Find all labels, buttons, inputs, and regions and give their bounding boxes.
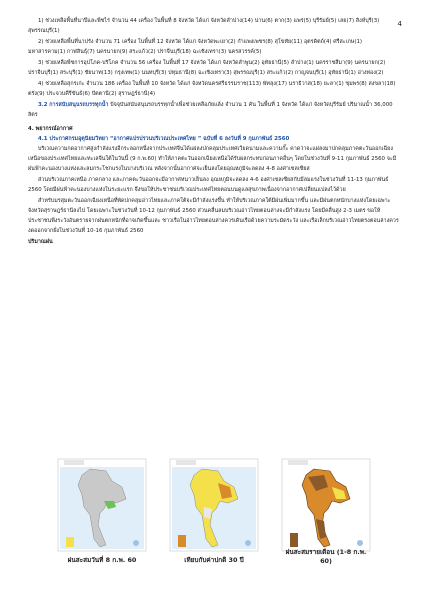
list-item-3: 3) ช่วยเหลือพืชการอุปโภค-บริโภค จำนวน 56 เครื่อง ในพื้นที่ 17 จังหวัด ได้แก่ จังหวัดลำพูน(2) อุทัยธานี(5) ลำปาง(1) นครราชสีมา(9) นครนายก(2) ปราจีนบุรี(1) สระบุรี(1) ชัยนาท(13) กรุงเทพ(1) นนทบุรี(3) ปทุมธานี(8) ฉะเชิงเทรา(3) สุพรรณบุรี(1) สระแก้ว(2) กาญจนบุรี(1) อุทัยธานี(1) อ่างทอง(2) — [28, 60, 386, 76]
page-number: 4 — [397, 20, 402, 28]
map-card-daily-rainfall — [56, 457, 148, 565]
rainfall-label: ปริมาณฝน — [28, 239, 53, 245]
section-3-2 — [28, 100, 400, 120]
map-card-monthly-rainfall — [280, 457, 372, 565]
rainfall-maps — [56, 457, 376, 567]
forecast-paragraph-3: สำหรับมรสุมตะวันออกเฉียงเหนือที่พัดปกคลุมอ่าวไทยและภาคใต้จะมีกำลังแรงขึ้น ทำให้บริเวณภาคใต้มีฝนเพิ่มมากขึ้น และมีฝนตกหนักบางแห่งโดยเฉพาะจังหวัดสุราษฎร์ธานีลงไป โดยเฉพาะในช่วงวันที่ 10-12 กุมภาพันธ์ 2560 ส่วนคลื่นลมบริเวณอ่าวไทยตอนล่างจะมีกำลังแรง โดยมีคลื่นสูง 2-3 เมตร ขอให้ประชาชนพึงระวังอันตรายจากฝนตกหนักที่อาจเกิดขึ้นและ ชาวเรือในอ่าวไทยตอนล่างควรเดินเรือด้วยความระมัดระวัง และเรือเล็กบริเวณอ่าวไทยตรงตอนล่างควรงดออกจากฝั่งในช่วงวันที่ 10-16 กุมภาพันธ์ 2560 — [28, 198, 399, 234]
map-caption-2: เทียบกับค่าปกติ 30 ปี — [184, 556, 244, 564]
forecast-paragraph-1: บริเวณความกดอากาศสูงกำลังแรงอีกระลอกหนึ่งจากประเทศจีนได้แผ่ลงปกคลุมประเทศเวียดนามและความกั๊ะ คาดว่าจะแผ่ลงมาปกคลุมภาคตะวันออกเฉียงเหนือของประเทศไทยและทะเลจีนใต้ในวันนี้ (9 ก.พ.60) ทำให้ภาคตะวันออกเฉียงเหนือได้รับผลกระทบก่อนภาคอื่นๆ โดยในช่วงวันที่ 9-11 กุมภาพันธ์ 2560 จะมีฝนฟ้าคะนองบางแห่งและลมกระโชกแรงในบางบริเวณ หลังจากนั้นอากาศจะเย็นลงโดยอุณหภูมิจะลดลง 4-8 องศาเซลเซียส — [28, 146, 397, 172]
rainfall-map-2 — [168, 457, 260, 555]
section-3-2-number: 3.2 — [38, 102, 48, 108]
list-item-4: 4) ช่วยเหลือสุกรเก่ะ จำนวน 186 เครื่อง ในพื้นที่ 10 จังหวัด ได้แก่ จังหวัดนครศรีธรรมราช(113) พัทลุง(17) นราธิวาส(18) ยะลา(1) ชุมพร(8) สงขลา(18) ตรัง(9) ประจวบคีรีขันธ์(6) ปัตตานี(2) สุราษฎร์ธานี(4) — [28, 81, 396, 97]
section-4-heading: 4. พยากรณ์อากาศ — [28, 126, 73, 132]
map-caption-1: ฝนสะสมวันที่ 8 ก.พ. 60 — [67, 556, 137, 564]
map-caption-3: ฝนสะสมรายเดือน (1-8 ก.พ. 60) — [285, 548, 367, 565]
section-3-2-text: ปัจจุบันสนับสนุนรถบรรทุกน้ำเพื่อช่วยเหลือภัยแล้ง จำนวน 1 คัน ในพื้นที่ 1 จังหวัด ได้แก่ จังหวัดบุรีรัมย์ ปริมาณน้ำ 36,000 ลิตร — [28, 102, 393, 118]
list-item-2: 2) ช่วยเหลือพื้นที่นาปรัง จำนวน 71 เครื่อง ในพื้นที่ 12 จังหวัด ได้แก่ จังหวัดพะเยา(2) กำแพงเพชร(8) สุโขทัย(11) อุตรดิตถ์(4) ศรีสะเกษ(1) มหาสารคาม(1) กาฬสินธุ์(7) นครนายก(9) สระแก้ว(2) ปราจีนบุรี(18) ฉะเชิงเทรา(3) นครสวรรค์(5) — [28, 39, 362, 55]
section-4-1-heading: 4.1 ประกาศกรมอุตุนิยมวิทยา “อากาศแปรปรวนบริเวณประเทศไทย ” ฉบับที่ 6 ลงวันที่ 9 กุมภาพันธ์ 2560 — [38, 136, 290, 142]
section-3-2-title: การสนับสนุนรถบรรทุกน้ำ — [49, 102, 109, 108]
list-item-1: 1) ช่วงเหลือพื้นที่นาปีและพืชไร่ จำนวน 44 เครื่อง ในพื้นที่ 8 จังหวัด ได้แก่ จังหวัดลำปาง(14) น่าน(6) ตาก(3) แพร่(5) บุรีรัมย์(5) เลย(7) สิงห์บุรี(3) สุพรรณบุรี(1) — [28, 18, 380, 34]
rainfall-map-1 — [56, 457, 148, 555]
map-card-anomaly — [168, 457, 260, 565]
rainfall-map-3 — [280, 457, 372, 555]
forecast-paragraph-2: ส่วนบริเวณภาคเหนือ ภาคกลาง และภาคตะวันออกจะมีอากาศหนาวเย็นลง อุณหภูมิจะลดลง 4-6 องศาเซลเซียสกับมีลมแรงในช่วงวันที่ 11-13 กุมภาพันธ์ 2560 โดยมีฝนฟ้าคะนองบางแห่งในระยะแรก จึงขอให้ประชาชนบริเวณประเทศไทยตอนบนดูแลสุขภาพเนื่องจากอากาศเปลี่ยนแปลงไว้ด้วย — [28, 177, 389, 193]
document-body — [28, 16, 400, 247]
